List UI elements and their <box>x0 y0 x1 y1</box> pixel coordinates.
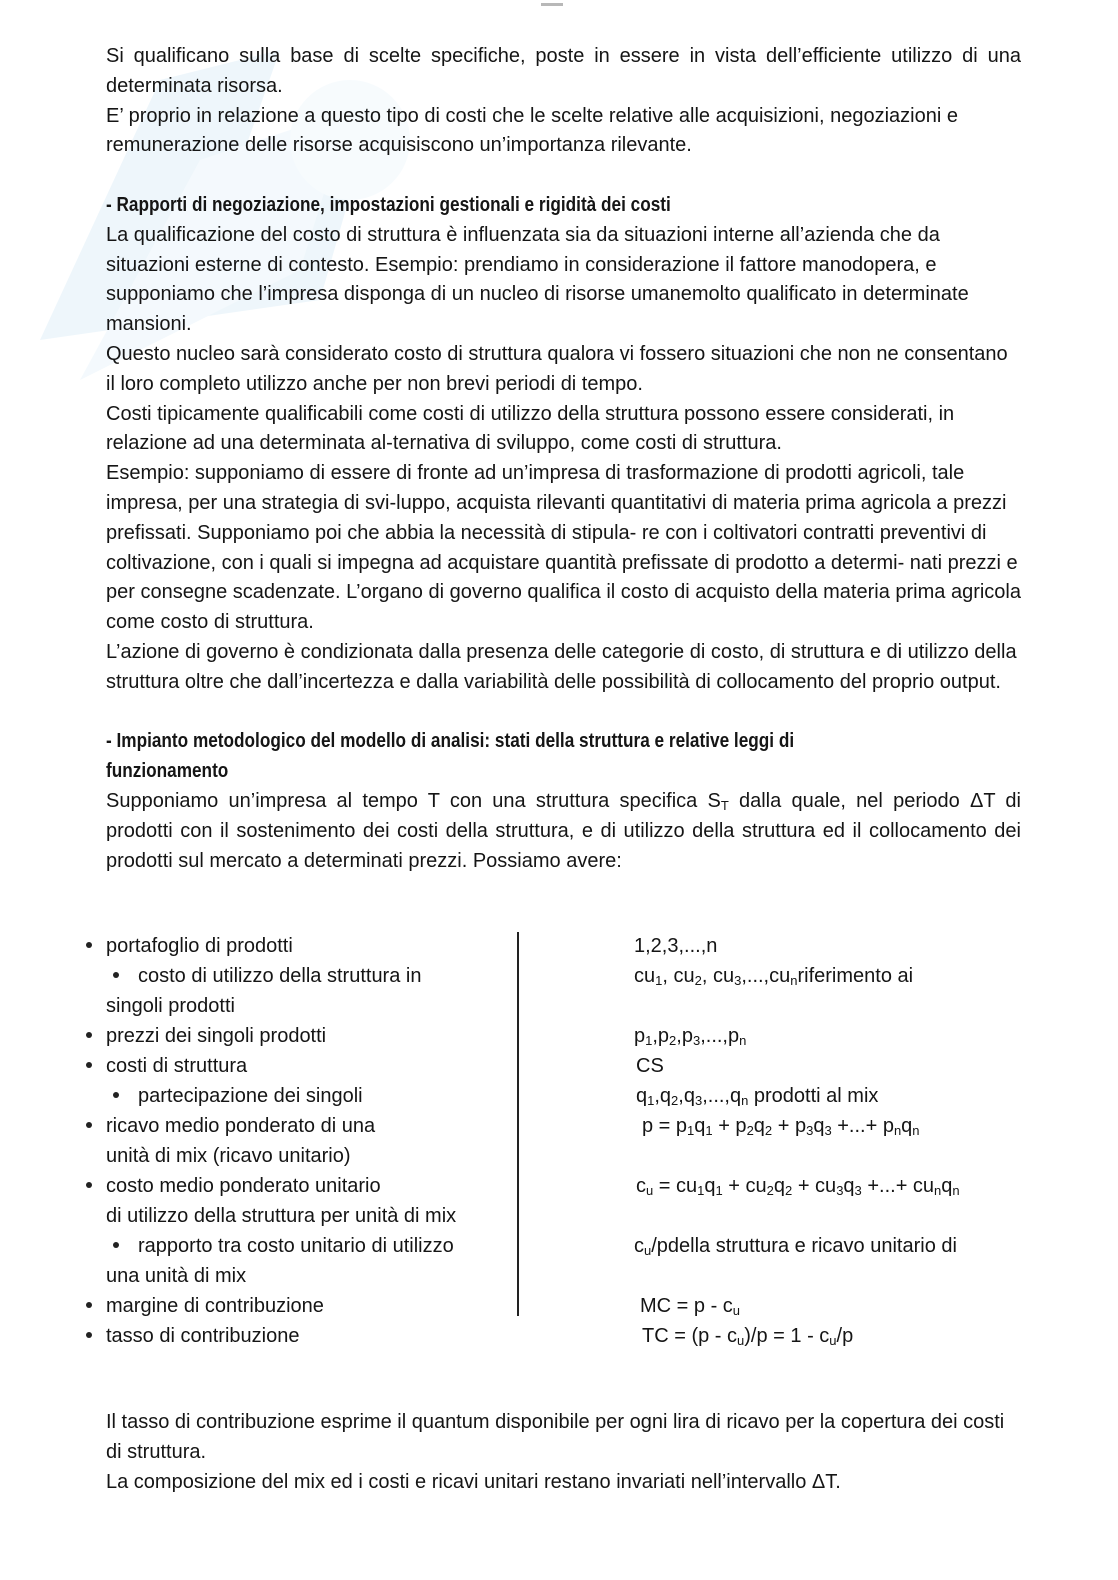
closing-section <box>106 1408 1021 1497</box>
closing-paragraph-1: Il tasso di contribuzione esprime il quantum disponibile per ogni lira di ricavo per la copertura dei costi di struttura. <box>106 1411 1005 1463</box>
section2-paragraph: Supponiamo un’impresa al tempo T con una struttura specifica $S_T$ dalla quale, nel periodo ΔT di prodotti con il sostenimento dei costi della struttura, e di utilizzo della struttura ed il collocamento dei prodotti sul mercato a determinati prezzi. Possiamo avere: <box>106 789 1021 872</box>
intro-paragraph-1: Si qualificano sulla base di scelte specifiche, poste in essere in vista dell’efficiente utilizzo di una determinata risorsa. <box>106 45 1021 97</box>
section1-paragraph-5: L’azione di governo è condizionata dalla presenza delle categorie di costo, di struttura e di utilizzo della struttura oltre che dall’incertezza e dalla variabilità delle possibilità di collocamento del proprio output. <box>106 640 1017 693</box>
section1-paragraph-2: Questo nucleo sarà considerato costo di struttura qualora vi fossero situazioni che non ne consentano il loro completo utilizzo anche per non brevi periodi di tempo. <box>106 342 1008 395</box>
intro-paragraph-2: E’ proprio in relazione a questo tipo di costi che le scelte relative alle acquisizioni, negoziazioni e remunerazione delle risorse acquisiscono un’importanza rilevante. <box>106 104 958 157</box>
closing-paragraph-2: La composizione del mix ed i costi e ricavi unitari restano invariati nell’intervallo ΔT. <box>106 1470 841 1493</box>
section-heading-impianto-1: - Impianto metodologico del modello di analisi: stati della struttura e relative leggi di <box>106 730 795 753</box>
section1-paragraph-1: La qualificazione del costo di struttura è influenzata sia da situazioni interne all’azienda che da situazioni esterne di contesto. Esempio: prendiamo in considerazione il fattore manodopera, e supponiamo che l’impresa disponga di un nucleo di risorse umanemolto qualificato in determinate mansioni. <box>106 223 969 336</box>
variables-list: portafoglio di prodotti 1,2,3,...,n costo di utilizzo della struttura in $cu_1$, $cu_2$, $cu_3,...,cu_nriferimento$ ai singoli prodotti prezzi dei singoli prodotti $p_1,p_2,p_3,...,p_n$ costi di struttura CS partecipazione dei singoli $q_1,q_2,q_3,...,q_n$ prodotti al mix ricavo medio ponderato di una $p = p_1q_1 + p_2q_2 + p_3q_3$ +...+ $p_nq_n$ unità di mix (ricavo unitario) costo medio ponderato unitario $c_u = cu_1q_1 + cu_2q_2 + cu_3q_3$ +...+ $cu_nq_n$ di utilizzo della struttura per unità di mix rapporto tra costo unitario di utilizzo $c_u$/pdella struttura e ricavo unitario di una unità di mix margine di contribuzione MC = p - $c_u$ tasso di contribuzione TC = $(p - c_u)/p = 1 - c_u/p$ <box>80 932 1020 1352</box>
section-heading-impianto-2: funzionamento <box>106 760 229 783</box>
document-body <box>106 42 1021 876</box>
section1-paragraph-4: Esempio: supponiamo di essere di fronte ad un’impresa di trasformazione di prodotti agricoli, tale impresa, per una strategia di svi-luppo, acquista rilevanti quantitativi di materia prima agricola a prezzi prefissati. Supponiamo poi che abbia la necessità di stipula- re con i coltivatori contratti preventivi di coltivazione, con i quali si impegna ad acquistare quantità prefissate di prodotto a determi- nati prezzi e per consegne scadenzate. L’organo di governo qualifica il costo di acquisto della materia prima agricola come costo di struttura. <box>106 462 1021 634</box>
header-mark <box>541 3 563 6</box>
section-heading-negoziazione: - Rapporti di negoziazione, impostazioni gestionali e rigidità dei costi <box>106 193 671 216</box>
section1-paragraph-3: Costi tipicamente qualificabili come costi di utilizzo della struttura possono essere considerati, in relazione ad una determinata al-ternativa di sviluppo, come costi di struttura. <box>106 402 955 455</box>
